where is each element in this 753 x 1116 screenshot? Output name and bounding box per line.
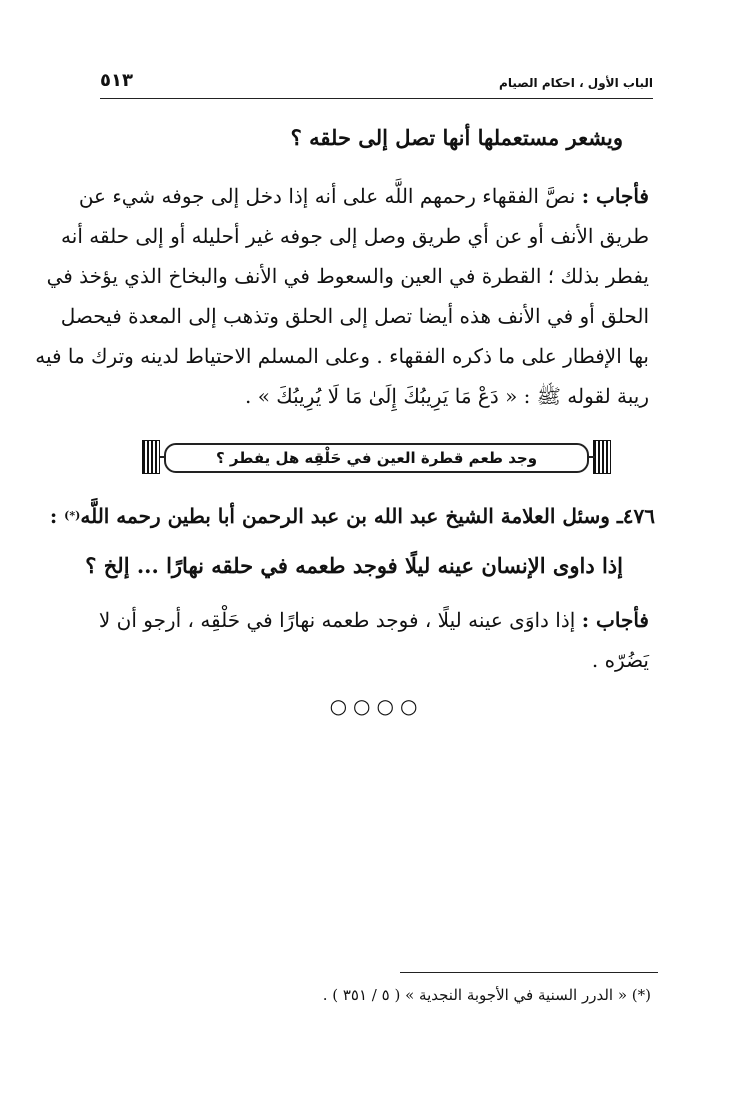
- answer-1-line-6: ريبة لقوله ﷺ : « دَعْ مَا يَرِيبُكَ إِلَىٰ مَا لَا يُرِيبُكَ » .: [244, 384, 649, 408]
- section-separator: ○○○○: [329, 694, 424, 718]
- fatwa-heading-text: ٤٧٦ـ وسئل العلامة الشيخ عبد الله بن عبد الرحمن أبا بطين رحمه اللَّه: [80, 504, 655, 528]
- fatwa-heading: [49, 496, 655, 536]
- answer-1-line-5: بها الإفطار على ما ذكره الفقهاء . وعلى المسلم الاحتياط لدينه وترك ما فيه: [35, 344, 649, 368]
- answer-1-line-1: [78, 176, 649, 216]
- answer-1-line-2: طريق الأنف أو عن أي طريق وصل إلى جوفه غير أحليله أو إلى حلقه أنه: [61, 224, 649, 248]
- answer-2-line-2: يَضُرّه .: [591, 648, 649, 672]
- footnote: (*) « الدرر السنية في الأجوبة النجدية » ( ٥ / ٣٥١ ) .: [322, 986, 651, 1004]
- answer-2-line-1-text: إذا داوَى عينه ليلًا ، فوجد طعمه نهارًا في حَلْقِه ، أرجو أن لا: [98, 608, 576, 632]
- footnote-rule: [400, 972, 658, 973]
- answer-2-lead: فأجاب :: [581, 608, 649, 632]
- answer-1-line-4: الحلق أو في الأنف هذه أيضا تصل إلى الحلق وتذهب إلى المعدة فيحصل: [60, 304, 649, 328]
- page-number: ٥١٣: [100, 70, 133, 91]
- answer-1-line-3: يفطر بذلك ؛ القطرة في العين والسعوط في الأنف والبخاخ الذي يؤخذ في: [46, 264, 649, 288]
- section-title-box: [164, 443, 589, 473]
- running-title: الباب الأول ، احكام الصيام: [499, 76, 653, 90]
- footnote-reference[interactable]: (*): [64, 509, 81, 522]
- answer-1-line-1-text: نصَّ الفقهاء رحمهم اللَّه على أنه إذا دخل إلى جوفه شيء عن: [78, 184, 576, 208]
- answer-1: [35, 176, 649, 416]
- section-title: وجد طعم قطرة العين في حَلْقِه هل يفطر ؟: [215, 449, 538, 467]
- section-banner: [138, 440, 615, 474]
- question-1: [102, 118, 649, 158]
- question-2: [85, 546, 649, 586]
- fatwa-heading-colon: :: [49, 504, 65, 528]
- running-header: [100, 70, 653, 99]
- fatwa-heading-line: [49, 496, 655, 536]
- answer-2-line-1: [98, 600, 649, 640]
- question-1-text: ويشعر مستعملها أنها تصل إلى حلقه ؟: [290, 125, 623, 150]
- answer-2: [98, 600, 649, 680]
- banner-ornament-right: [593, 440, 611, 474]
- question-2-text: إذا داوى الإنسان عينه ليلًا فوجد طعمه في حلقه نهارًا ... إلخ ؟: [85, 553, 623, 578]
- banner-ornament-left: [142, 440, 160, 474]
- answer-1-lead: فأجاب :: [581, 184, 649, 208]
